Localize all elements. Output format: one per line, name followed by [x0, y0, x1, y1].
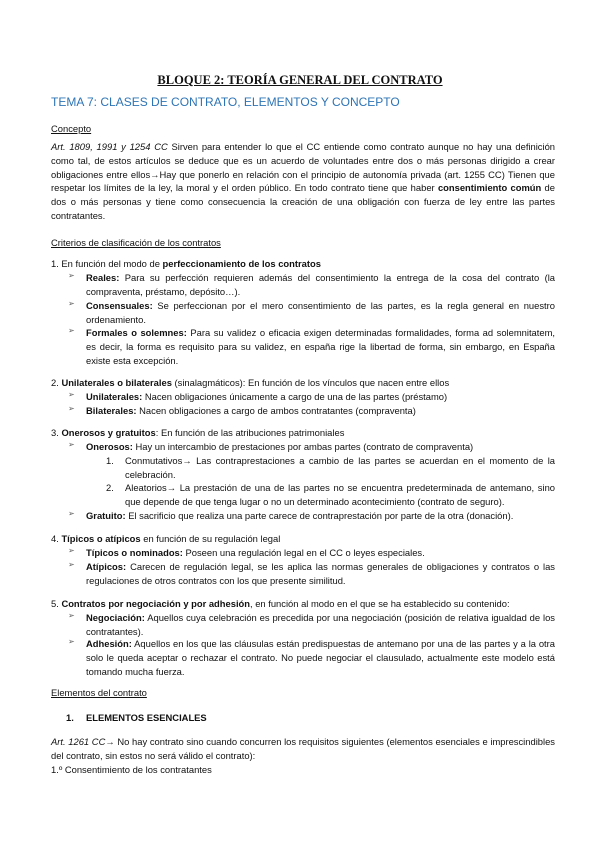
- formales-text: Para su validez o eficacia exigen determinadas formalidades, forma ad solemnitatem, es decir, la forma es requisito para su validez, en españa rige la libertad de forma, sin embargo, en España existe esta excepción.: [86, 327, 555, 366]
- aleatorios-number: 2.: [106, 482, 114, 493]
- atipicos-item: [86, 560, 555, 588]
- bilaterales-label: Bilaterales:: [86, 405, 137, 416]
- adhesion-item: [86, 637, 555, 678]
- adhesion-label: Adhesión:: [86, 638, 132, 649]
- conmutativos-number: 1.: [106, 455, 114, 466]
- bullet-icon: ➢: [68, 440, 75, 449]
- unilaterales-text: Nacen obligaciones únicamente a cargo de una de las partes (préstamo): [142, 391, 448, 402]
- concepto-bold: consentimiento común: [437, 182, 542, 194]
- gratuito-label: Gratuito:: [86, 510, 126, 521]
- criterio-2-pre: 2.: [51, 377, 62, 388]
- bullet-icon: ➢: [68, 390, 75, 399]
- aleatorios-text: Aleatorios→ La prestación de una de las partes no se encuentra predeterminada de antemano, sino que depende de que tenga lugar o no un determinado acontecimiento (contrato de seguro).: [125, 482, 555, 507]
- negociacion-item: [86, 611, 555, 639]
- onerosos-item: [86, 440, 473, 454]
- atipicos-text: Carecen de regulación legal, se les aplica las normas generales de obligaciones y contratos o las regulaciones de otros contratos con los que presente similitud.: [86, 561, 555, 586]
- criterio-5-bold: Contratos por negociación y por adhesión: [61, 598, 250, 609]
- atipicos-label: Atípicos:: [86, 561, 127, 572]
- consensuales-text: Se perfeccionan por el mero consentimiento de las partes, es la regla general en nuestro ordenamiento.: [86, 300, 555, 325]
- criterio-5: [51, 597, 510, 611]
- negociacion-label: Negociación:: [86, 612, 145, 623]
- elementos-esenciales-number: 1.: [66, 712, 74, 723]
- consensuales-item: [86, 299, 555, 327]
- criterio-3-post: : En función de las atribuciones patrimoniales: [155, 427, 345, 438]
- concepto-text2: de dos o más personas y tiene como consecuencia la creación de una obligación con fuerza de ley entre las partes contratantes.: [51, 182, 555, 221]
- bullet-icon: ➢: [68, 509, 75, 518]
- concepto-paragraph: [51, 140, 555, 223]
- criterio-2-bold: Unilaterales o bilaterales: [61, 377, 172, 388]
- bullet-icon: ➢: [68, 611, 75, 620]
- consentimiento-line: 1.º Consentimiento de los contratantes: [51, 764, 212, 775]
- formales-label: Formales o solemnes:: [86, 327, 187, 338]
- adhesion-text: Aquellos en los que las cláusulas están predispuestas de antemano por una de las partes y a la otra solo le queda aceptar o rechazar el contrato. No puede negociar el clausulado, actualmente este modelo está tomando mucha fuerza.: [86, 638, 555, 677]
- bloque-title: BLOQUE 2: TEORÍA GENERAL DEL CONTRATO: [157, 73, 443, 87]
- bilaterales-text: Nacen obligaciones a cargo de ambos contratantes (compraventa): [136, 405, 416, 416]
- criterio-1-pre: 1. En función del modo de: [51, 258, 163, 269]
- criterio-2: [51, 376, 449, 390]
- reales-label: Reales:: [86, 272, 120, 283]
- tipicos-item: [86, 546, 425, 560]
- bullet-icon: ➢: [68, 546, 75, 555]
- criterio-4-bold: Típicos o atípicos: [61, 533, 141, 544]
- tipicos-label: Típicos o nominados:: [86, 547, 183, 558]
- criterio-4-post: en función de su regulación legal: [140, 533, 281, 544]
- conmutativos-text: Conmutativos→ Las contraprestaciones a cambio de las partes se acuerdan en el momento de la celebración.: [125, 455, 555, 480]
- criterio-3: [51, 426, 344, 440]
- criterio-1: [51, 257, 321, 271]
- art-1261-ref: Art. 1261 CC: [51, 736, 106, 747]
- concepto-arts: Art. 1809, 1991 y 1254 CC: [51, 141, 168, 152]
- formales-item: [86, 326, 555, 367]
- concepto-text1: Sirven para entender lo que el CC entiende como contrato aunque no hay una definición como tal, de estos artículos se deduce que es un acuerdo de voluntades entre dos o más personas dirigido a crear obligaciones entre ellos→Hay que ponerlo en relación con el principio de autonomía privada (art. 1255 CC) Tienen que respetar los límites de la ley, la moral y el orden público. En todo contrato tiene que haber: [51, 141, 555, 194]
- bilaterales-item: [86, 404, 416, 418]
- negociacion-text: Aquellos cuya celebración es precedida por una negociación (posición de relativa igualdad de los contratantes).: [86, 612, 555, 637]
- criterios-heading: Criterios de clasificación de los contratos: [51, 237, 221, 248]
- criterio-2-post: (sinalagmáticos): En función de los vínculos que nacen entre ellos: [171, 377, 450, 388]
- criterio-4: [51, 532, 280, 546]
- tema-title: TEMA 7: CLASES DE CONTRATO, ELEMENTOS Y CONCEPTO: [51, 95, 400, 109]
- bullet-icon: ➢: [68, 299, 75, 308]
- bullet-icon: ➢: [68, 271, 75, 280]
- consensuales-label: Consensuales:: [86, 300, 153, 311]
- gratuito-text: El sacrificio que realiza una parte carece de contraprestación por parte de la otra (donación).: [125, 510, 514, 521]
- unilaterales-item: [86, 390, 447, 404]
- bullet-icon: ➢: [68, 560, 75, 569]
- tipicos-text: Poseen una regulación legal en el CC o leyes especiales.: [182, 547, 425, 558]
- criterio-4-pre: 4.: [51, 533, 62, 544]
- elementos-heading: Elementos del contrato: [51, 687, 147, 698]
- onerosos-label: Onerosos:: [86, 441, 133, 452]
- bullet-icon: ➢: [68, 326, 75, 335]
- art-1261-paragraph: [51, 735, 555, 763]
- unilaterales-label: Unilaterales:: [86, 391, 143, 402]
- art-1261-text: → No hay contrato sino cuando concurren los requisitos siguientes (elementos esenciales e imprescindibles del contrato, sin estos no será válido el contrato):: [51, 736, 555, 761]
- criterio-1-bold: perfeccionamiento de los contratos: [162, 258, 321, 269]
- criterio-3-bold: Onerosos y gratuitos: [61, 427, 156, 438]
- criterio-5-pre: 5.: [51, 598, 62, 609]
- bullet-icon: ➢: [68, 637, 75, 646]
- gratuito-item: [86, 509, 513, 523]
- concepto-heading: Concepto: [51, 123, 92, 134]
- reales-text: Para su perfección requieren además del consentimiento la entrega de la cosa del contrato (la compraventa, préstamo, depósito…).: [86, 272, 555, 297]
- bullet-icon: ➢: [68, 404, 75, 413]
- onerosos-text: Hay un intercambio de prestaciones por ambas partes (contrato de compraventa): [132, 441, 474, 452]
- criterio-5-post: , en función al modo en el que se ha establecido su contenido:: [250, 598, 510, 609]
- reales-item: [86, 271, 555, 299]
- elementos-esenciales-title: ELEMENTOS ESENCIALES: [86, 712, 207, 723]
- criterio-3-pre: 3.: [51, 427, 62, 438]
